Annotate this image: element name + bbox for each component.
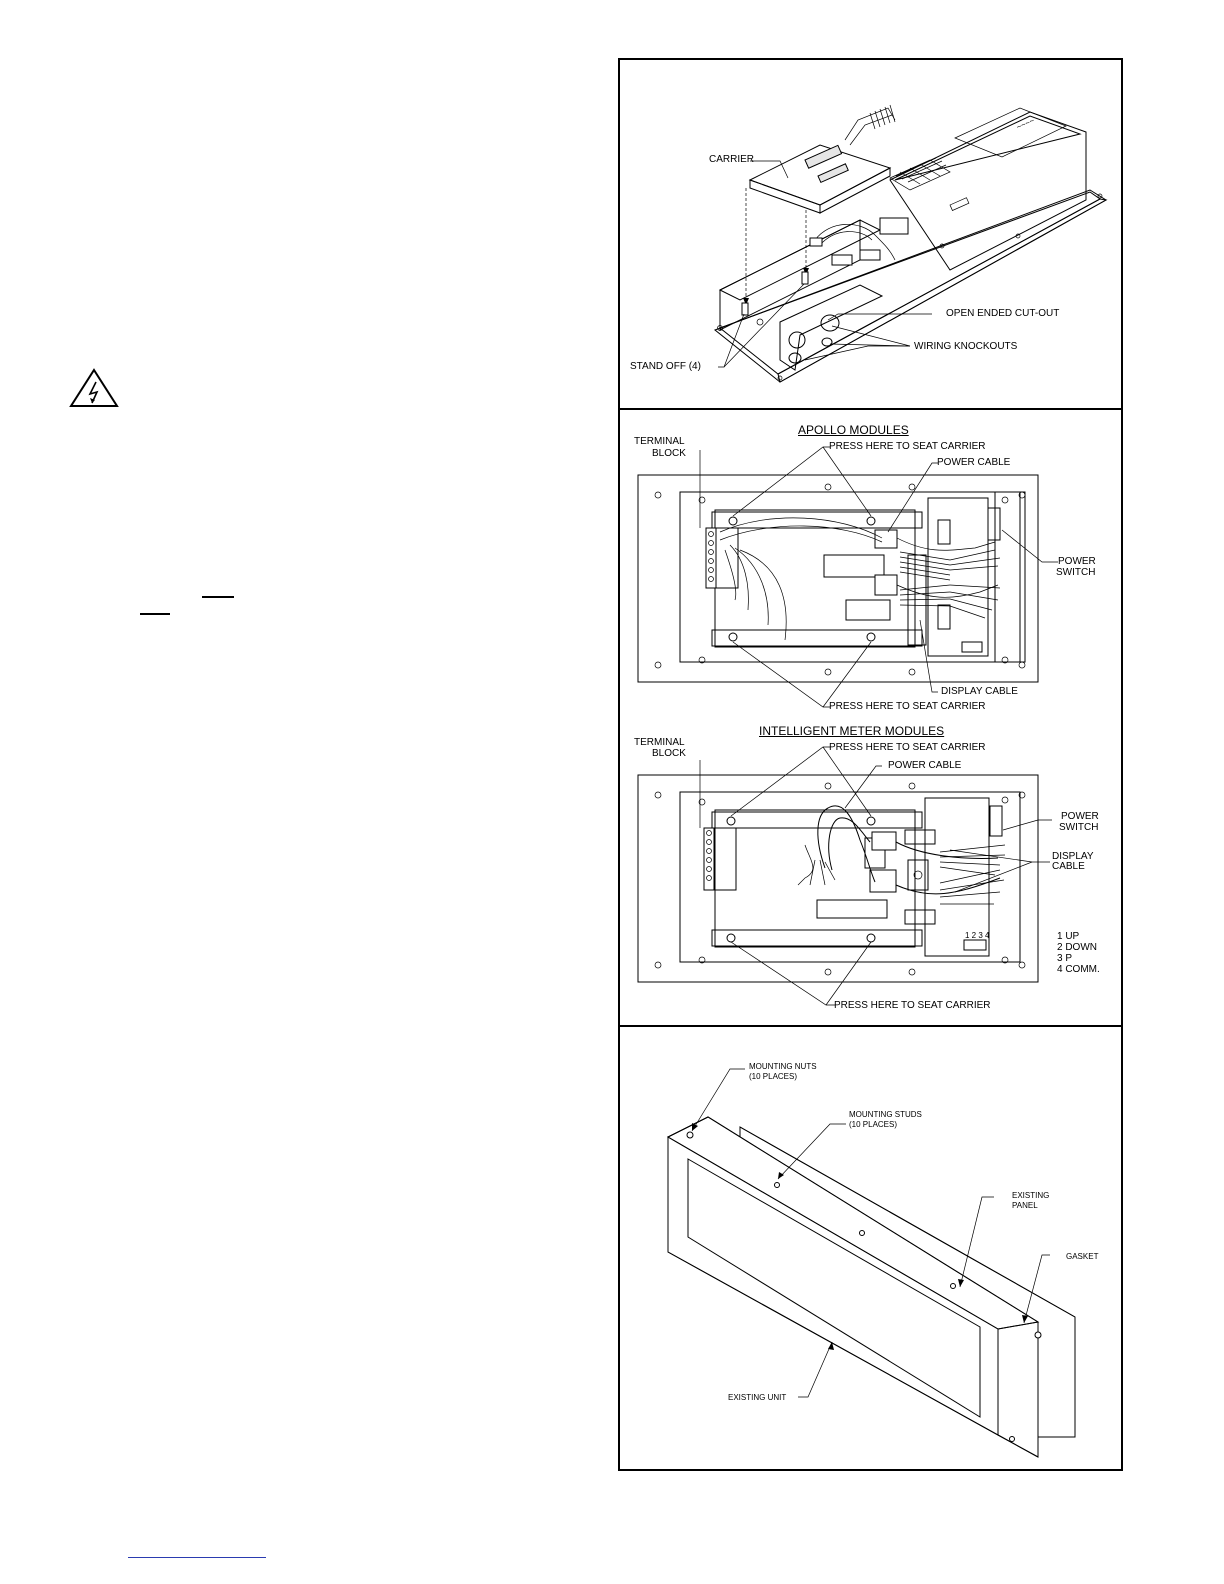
- apollo-modules-title: APOLLO MODULES: [798, 423, 909, 437]
- vent-grid: [890, 158, 950, 190]
- connector-pin-numbers: 1 2 3 4: [965, 931, 990, 940]
- label-press-here-top: PRESS HERE TO SEAT CARRIER: [829, 441, 986, 452]
- label-display-cable-line-2: CABLE: [1052, 861, 1085, 872]
- label-terminal-line-1: TERMINAL: [634, 436, 685, 447]
- pin-legend-4: 4 COMM.: [1057, 964, 1100, 975]
- carrier-board: [750, 105, 895, 213]
- pin-legend-1: 1 UP: [1057, 931, 1080, 942]
- label-power-switch-line-1: POWER: [1058, 556, 1096, 567]
- label-gasket: GASKET: [1066, 1252, 1099, 1261]
- svg-text:~~~~: ~~~~: [1015, 116, 1036, 132]
- label-mounting-nuts-line-1: MOUNTING NUTS: [749, 1062, 817, 1071]
- label-press-here-top: PRESS HERE TO SEAT CARRIER: [829, 742, 986, 753]
- label-stand-off: STAND OFF (4): [630, 361, 701, 372]
- text-underline-1: [202, 596, 234, 598]
- label-open-ended-cutout: OPEN ENDED CUT-OUT: [946, 308, 1060, 319]
- label-power-cable: POWER CABLE: [937, 457, 1011, 468]
- label-carrier: CARRIER: [709, 154, 755, 165]
- figure-carrier-assembly: [620, 60, 1121, 408]
- label-power-switch-line-2: SWITCH: [1059, 822, 1099, 833]
- label-power-switch-line-1: POWER: [1061, 811, 1099, 822]
- label-mounting-studs-line-1: MOUNTING STUDS: [849, 1110, 922, 1119]
- label-mounting-nuts-line-2: (10 PLACES): [749, 1072, 798, 1081]
- label-power-cable: POWER CABLE: [888, 760, 962, 771]
- label-display-cable-line-1: DISPLAY: [1052, 851, 1094, 862]
- pin-legend-2: 2 DOWN: [1057, 942, 1097, 953]
- pin-legend-3: 3 P: [1057, 953, 1073, 964]
- footer-link-underline[interactable]: [128, 1557, 266, 1558]
- label-power-switch-line-2: SWITCH: [1056, 567, 1096, 578]
- label-wiring-knockouts: WIRING KNOCKOUTS: [914, 341, 1018, 352]
- label-terminal-line-1: TERMINAL: [634, 737, 685, 748]
- label-press-here-bottom: PRESS HERE TO SEAT CARRIER: [829, 701, 986, 712]
- label-existing-panel-line-2: PANEL: [1012, 1201, 1038, 1210]
- label-display-cable: DISPLAY CABLE: [941, 686, 1018, 697]
- label-terminal-line-2: BLOCK: [652, 448, 686, 459]
- figure-intelligent-meter-modules: [620, 720, 1121, 1025]
- figure-apollo-modules: [620, 410, 1121, 720]
- label-press-here-bottom: PRESS HERE TO SEAT CARRIER: [834, 1000, 991, 1011]
- label-existing-unit: EXISTING UNIT: [728, 1393, 787, 1402]
- intelligent-modules-title: INTELLIGENT METER MODULES: [759, 724, 945, 738]
- label-mounting-studs-line-2: (10 PLACES): [849, 1120, 898, 1129]
- label-existing-panel-line-1: EXISTING: [1012, 1191, 1050, 1200]
- electrical-hazard-icon: [68, 367, 120, 409]
- label-terminal-line-2: BLOCK: [652, 748, 686, 759]
- text-underline-2: [140, 613, 170, 615]
- figure-panel-mounting: [620, 1027, 1121, 1469]
